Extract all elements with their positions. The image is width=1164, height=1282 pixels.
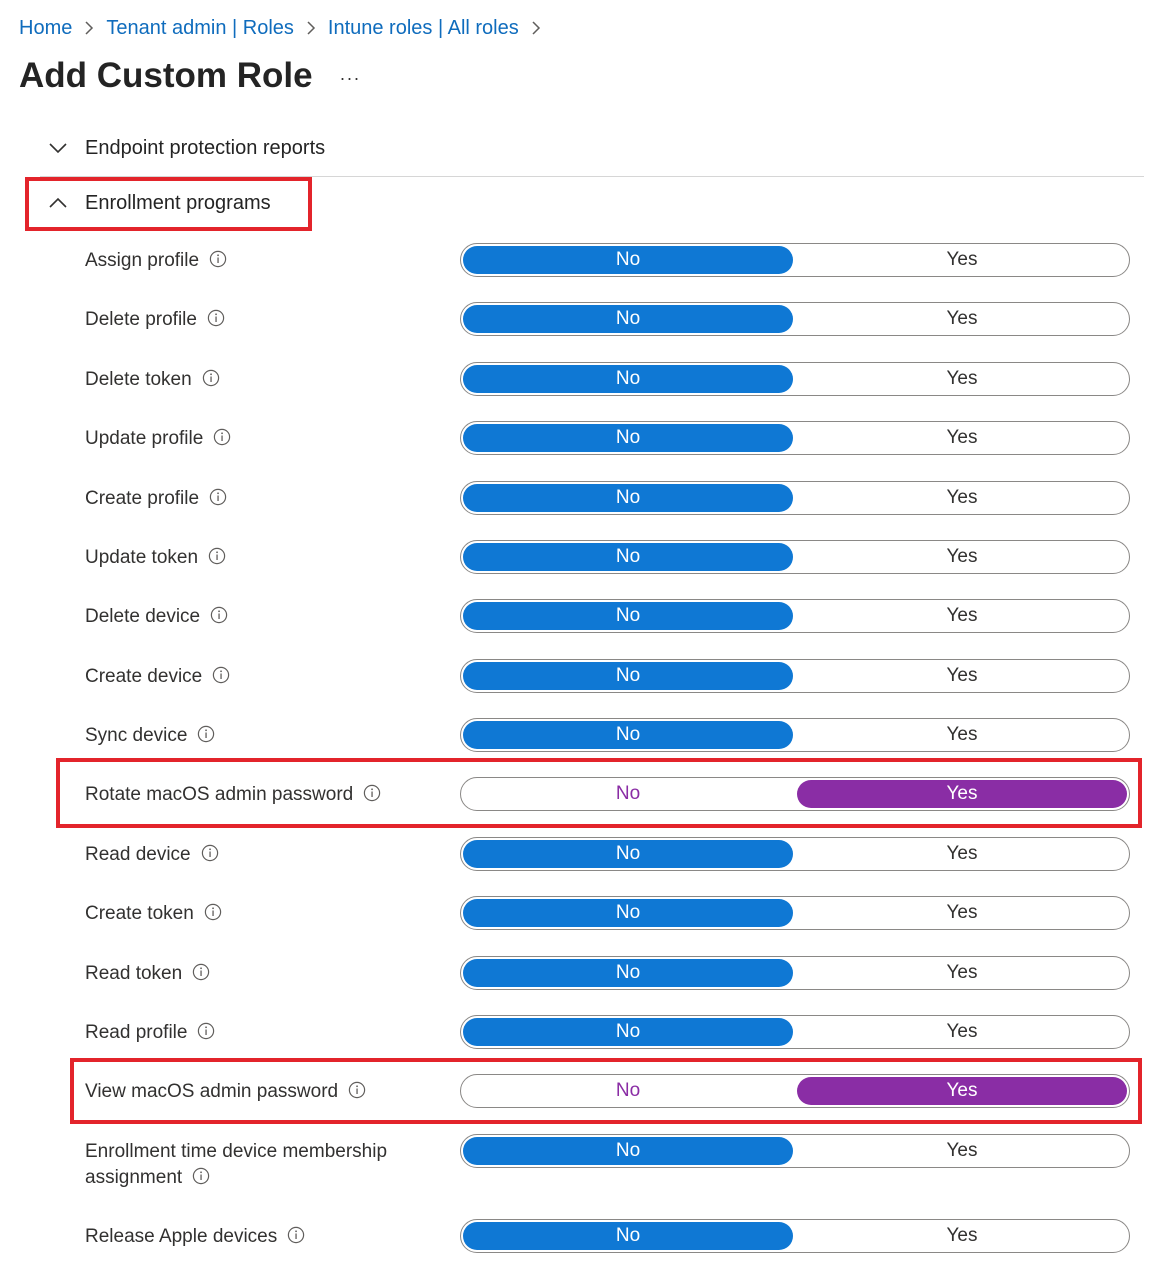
permission-label-rotate-macos-admin-password	[85, 782, 381, 808]
permission-label-delete-profile	[85, 307, 225, 333]
info-icon[interactable]	[209, 250, 227, 268]
permission-label-text: Sync device	[85, 725, 188, 746]
info-icon[interactable]	[192, 1167, 210, 1185]
permission-label-text: Create profile	[85, 488, 200, 509]
toggle-delete-device[interactable]	[460, 599, 1130, 633]
breadcrumb-home-link[interactable]: Home	[19, 16, 73, 39]
toggle-read-device[interactable]	[460, 837, 1130, 871]
permission-label-read-token	[85, 961, 210, 987]
info-icon[interactable]	[197, 725, 215, 743]
info-icon[interactable]	[287, 1226, 305, 1244]
toggle-option-yes[interactable]: Yes	[946, 843, 978, 864]
info-icon[interactable]	[197, 1022, 215, 1040]
toggle-option-yes[interactable]: Yes	[797, 780, 1127, 808]
info-icon[interactable]	[213, 428, 231, 446]
toggle-option-no[interactable]: No	[463, 959, 793, 987]
section-endpoint-protection-reports[interactable]	[40, 128, 325, 168]
page-title: Add Custom Role	[19, 56, 313, 95]
toggle-update-profile[interactable]	[460, 421, 1130, 455]
info-icon[interactable]	[208, 547, 226, 565]
toggle-option-no[interactable]: No	[463, 1222, 793, 1250]
breadcrumb	[19, 14, 553, 42]
chevron-down-icon	[40, 128, 76, 168]
toggle-update-token[interactable]	[460, 540, 1130, 574]
toggle-option-yes[interactable]: Yes	[797, 1077, 1127, 1105]
toggle-option-yes[interactable]: Yes	[946, 487, 978, 508]
toggle-option-no[interactable]: No	[463, 365, 793, 393]
info-icon[interactable]	[192, 963, 210, 981]
permission-label-text: Update profile	[85, 428, 204, 449]
toggle-read-token[interactable]	[460, 956, 1130, 990]
breadcrumb-intune-roles-link[interactable]: Intune roles | All roles	[327, 16, 519, 39]
toggle-option-yes[interactable]: Yes	[946, 427, 978, 448]
toggle-view-macos-admin-password[interactable]	[460, 1074, 1130, 1108]
toggle-read-profile[interactable]	[460, 1015, 1130, 1049]
toggle-option-yes[interactable]: Yes	[946, 665, 978, 686]
permission-label-text: Create device	[85, 666, 203, 687]
toggle-option-yes[interactable]: Yes	[946, 368, 978, 389]
info-icon[interactable]	[363, 784, 381, 802]
toggle-option-yes[interactable]: Yes	[946, 546, 978, 567]
toggle-option-no[interactable]: No	[463, 543, 793, 571]
breadcrumb-tenant-admin-roles-link[interactable]: Tenant admin | Roles	[106, 16, 294, 39]
toggle-create-device[interactable]	[460, 659, 1130, 693]
toggle-enrollment-time-device-membership-assignment[interactable]	[460, 1134, 1130, 1168]
toggle-option-no[interactable]: No	[463, 721, 793, 749]
permission-label-text: Delete device	[85, 606, 201, 627]
toggle-option-yes[interactable]: Yes	[946, 724, 978, 745]
permission-label-text: View macOS admin password	[85, 1081, 339, 1102]
permission-label-create-device	[85, 664, 230, 690]
chevron-right-icon	[294, 17, 328, 40]
section-enrollment-programs[interactable]	[40, 183, 271, 223]
permission-label-text: Delete token	[85, 369, 192, 390]
permission-label-text: Read device	[85, 844, 191, 865]
toggle-option-yes[interactable]: Yes	[946, 249, 978, 270]
toggle-release-apple-devices[interactable]	[460, 1219, 1130, 1253]
toggle-rotate-macos-admin-password[interactable]	[460, 777, 1130, 811]
permission-label-enrollment-time-device-membership-assignment	[85, 1139, 425, 1191]
toggle-delete-token[interactable]	[460, 362, 1130, 396]
permission-label-create-profile	[85, 486, 227, 512]
toggle-option-no[interactable]: No	[463, 1137, 793, 1165]
toggle-option-no[interactable]: No	[463, 840, 793, 868]
toggle-assign-profile[interactable]	[460, 243, 1130, 277]
toggle-option-no[interactable]: No	[615, 783, 641, 804]
info-icon[interactable]	[204, 903, 222, 921]
toggle-option-no[interactable]: No	[463, 899, 793, 927]
permission-label-text: Enrollment time device membership assignment	[85, 1141, 388, 1188]
section-label: Endpoint protection reports	[85, 136, 326, 159]
info-icon[interactable]	[212, 666, 230, 684]
toggle-option-yes[interactable]: Yes	[946, 605, 978, 626]
toggle-option-yes[interactable]: Yes	[946, 1021, 978, 1042]
chevron-right-icon	[72, 17, 106, 40]
toggle-option-yes[interactable]: Yes	[946, 1140, 978, 1161]
permission-label-delete-device	[85, 604, 228, 630]
permission-label-text: Read profile	[85, 1022, 188, 1043]
permission-label-update-token	[85, 545, 226, 571]
permission-label-text: Update token	[85, 547, 199, 568]
permission-label-delete-token	[85, 367, 220, 393]
toggle-option-yes[interactable]: Yes	[946, 902, 978, 923]
section-divider	[40, 176, 1144, 177]
section-label: Enrollment programs	[85, 191, 271, 214]
toggle-option-no[interactable]: No	[463, 246, 793, 274]
toggle-create-profile[interactable]	[460, 481, 1130, 515]
chevron-right-icon	[519, 17, 553, 40]
permission-label-text: Delete profile	[85, 309, 197, 330]
toggle-delete-profile[interactable]	[460, 302, 1130, 336]
ellipsis-icon: ···	[339, 67, 361, 88]
permission-label-assign-profile	[85, 248, 227, 274]
permission-label-view-macos-admin-password	[85, 1079, 366, 1105]
permission-label-update-profile	[85, 426, 231, 452]
toggle-option-yes[interactable]: Yes	[946, 962, 978, 983]
permission-label-create-token	[85, 901, 222, 927]
toggle-option-no[interactable]: No	[463, 424, 793, 452]
chevron-up-icon	[40, 183, 76, 223]
permission-label-text: Create token	[85, 903, 194, 924]
info-icon[interactable]	[201, 844, 219, 862]
info-icon[interactable]	[209, 488, 227, 506]
toggle-option-no[interactable]: No	[463, 305, 793, 333]
toggle-option-no[interactable]: No	[463, 484, 793, 512]
info-icon[interactable]	[210, 606, 228, 624]
info-icon[interactable]	[202, 369, 220, 387]
toggle-option-yes[interactable]: Yes	[946, 1225, 978, 1246]
toggle-sync-device[interactable]	[460, 718, 1130, 752]
permission-label-read-profile	[85, 1020, 215, 1046]
toggle-option-no[interactable]: No	[463, 662, 793, 690]
permission-label-text: Read token	[85, 963, 183, 984]
toggle-option-no[interactable]: No	[463, 602, 793, 630]
more-options-button[interactable]	[336, 64, 364, 92]
permission-label-text: Rotate macOS admin password	[85, 784, 354, 805]
permission-label-text: Assign profile	[85, 250, 200, 271]
permission-label-sync-device	[85, 723, 215, 749]
info-icon[interactable]	[348, 1081, 366, 1099]
permission-label-release-apple-devices	[85, 1224, 305, 1250]
toggle-option-no[interactable]: No	[463, 1018, 793, 1046]
toggle-option-yes[interactable]: Yes	[946, 308, 978, 329]
permission-label-text: Release Apple devices	[85, 1226, 278, 1247]
info-icon[interactable]	[207, 309, 225, 327]
toggle-option-no[interactable]: No	[615, 1080, 641, 1101]
toggle-create-token[interactable]	[460, 896, 1130, 930]
permission-label-read-device	[85, 842, 219, 868]
